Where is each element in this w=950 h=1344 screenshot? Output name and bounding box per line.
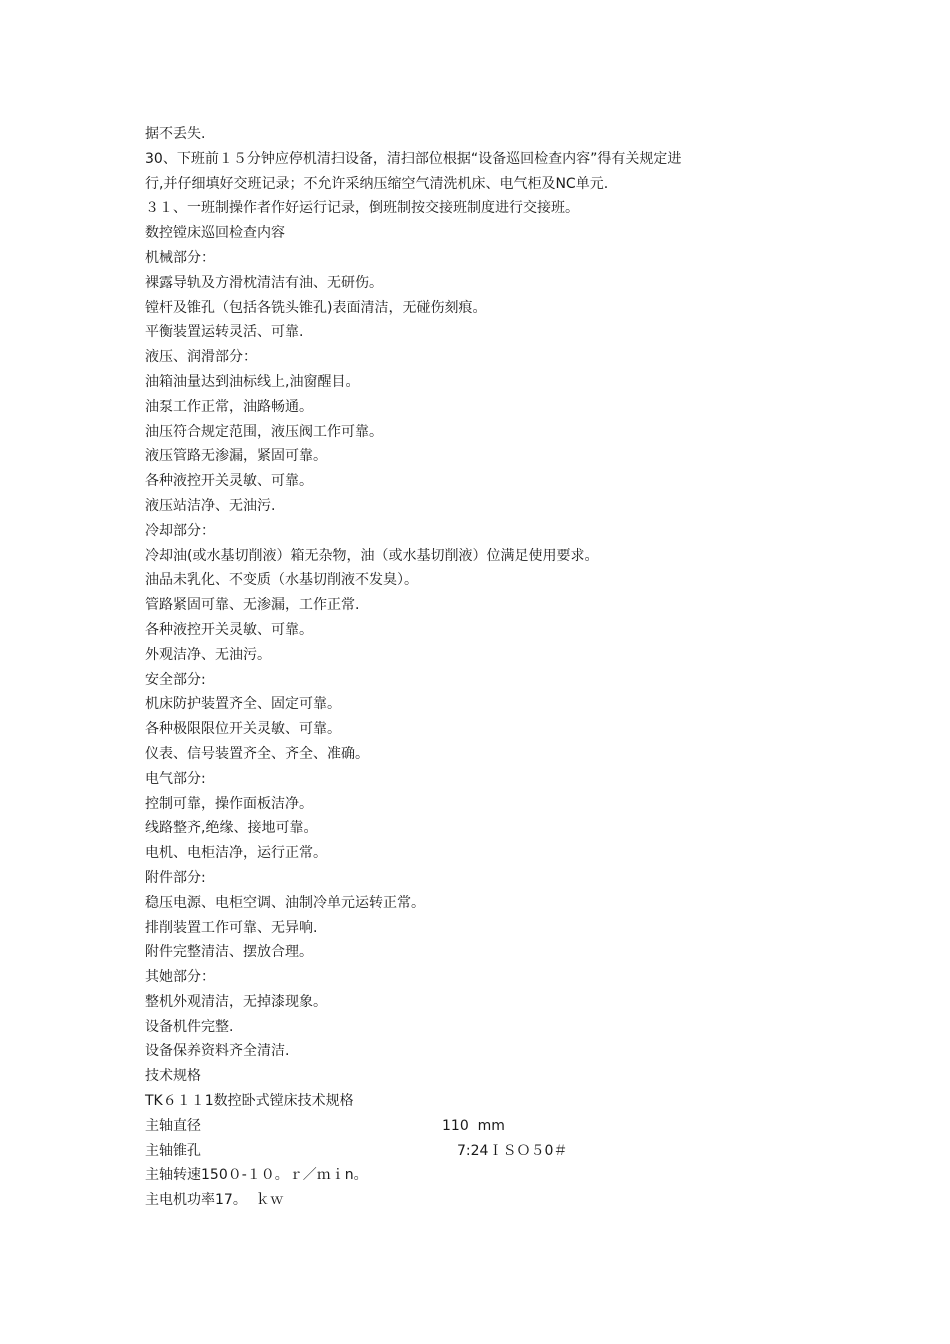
text-line: 裸露导轨及方滑枕清洁有油、无研伤。: [145, 274, 383, 291]
spec-line-spindle-speed: 主轴转速150０-１０。ｒ／ｍｉn。: [145, 1167, 368, 1184]
text-line: 行,并仔细填好交班记录；不允许采纳压缩空气清洗机床、电气柜及NC单元.: [145, 175, 609, 192]
text-line: 油箱油量达到油标线上,油窗醒目。: [145, 373, 360, 390]
text-line: 30、下班前１５分钟应停机清扫设备，清扫部位根据“设备巡回检查内容”得有关规定进: [145, 150, 682, 167]
text-line: 外观洁净、无油污。: [145, 646, 271, 663]
subsection-heading: 液压、润滑部分：: [145, 349, 257, 366]
document-body: [145, 122, 825, 1213]
text-line: 附件完整清洁、摆放合理。: [145, 944, 313, 961]
text-line: 油品未乳化、不变质（水基切削液不发臭）。: [145, 572, 418, 589]
subsection-heading: 电气部分:: [145, 770, 206, 787]
subsection-heading: 附件部分:: [145, 869, 206, 886]
spec-value: 110 mm: [442, 1117, 505, 1134]
text-line: 油压符合规定范围，液压阀工作可靠。: [145, 423, 383, 440]
text-line: 油泵工作正常，油路畅通。: [145, 398, 313, 415]
text-line: 镗杆及锥孔（包括各铣头锥孔)表面清洁，无碰伤刻痕。: [145, 299, 487, 316]
text-line: 冷却油(或水基切削液）箱无杂物，油（或水基切削液）位满足使用要求。: [145, 547, 599, 564]
spec-table-title: TK６１１1数控卧式镗床技术规格: [145, 1093, 354, 1110]
text-line: 机床防护装置齐全、固定可靠。: [145, 696, 341, 713]
text-line: 设备保养资料齐全清洁.: [145, 1043, 290, 1060]
spec-row-spindle-diameter: [145, 1114, 825, 1139]
spec-label: 主轴直径: [145, 1117, 201, 1134]
text-line: 平衡装置运转灵活、可靠.: [145, 324, 304, 341]
text-line: 稳压电源、电柜空调、油制冷单元运转正常。: [145, 894, 425, 911]
section-heading: 数控镗床巡回检查内容: [145, 225, 285, 242]
text-line: 设备机件完整.: [145, 1018, 234, 1035]
text-line: 各种液控开关灵敏、可靠。: [145, 621, 313, 638]
text-line: ３１、一班制操作者作好运行记录，倒班制按交接班制度进行交接班。: [145, 200, 579, 217]
text-line: 各种极限限位开关灵敏、可靠。: [145, 721, 341, 738]
text-line: 控制可靠，操作面板洁净。: [145, 795, 313, 812]
spec-row-spindle-taper: [145, 1139, 825, 1164]
spec-label: 主轴锥孔: [145, 1142, 201, 1159]
subsection-heading: 冷却部分：: [145, 522, 215, 539]
text-line: 仪表、信号装置齐全、齐全、准确。: [145, 745, 369, 762]
text-line: 整机外观清洁，无掉漆现象。: [145, 993, 327, 1010]
text-line: 液压站洁净、无油污.: [145, 497, 276, 514]
subsection-heading: 机械部分：: [145, 249, 215, 266]
spec-value: 7:24ＩＳＯ５0＃: [457, 1142, 568, 1159]
section-heading: 技术规格: [145, 1068, 201, 1085]
text-line: 液压管路无渗漏，紧固可靠。: [145, 448, 327, 465]
text-line: 各种液控开关灵敏、可靠。: [145, 473, 313, 490]
text-line: 线路整齐,绝缘、接地可靠。: [145, 820, 318, 837]
text-line: 排削装置工作可靠、无异响.: [145, 919, 318, 936]
subsection-heading: 安全部分:: [145, 671, 206, 688]
text-line: 据不丢失.: [145, 126, 206, 142]
spec-line-motor-power: 主电机功率17。 ｋｗ: [145, 1192, 284, 1209]
text-line: 电机、电柜洁净，运行正常。: [145, 845, 327, 862]
text-line: 管路紧固可靠、无渗漏，工作正常.: [145, 597, 360, 614]
subsection-heading: 其她部分：: [145, 969, 215, 986]
